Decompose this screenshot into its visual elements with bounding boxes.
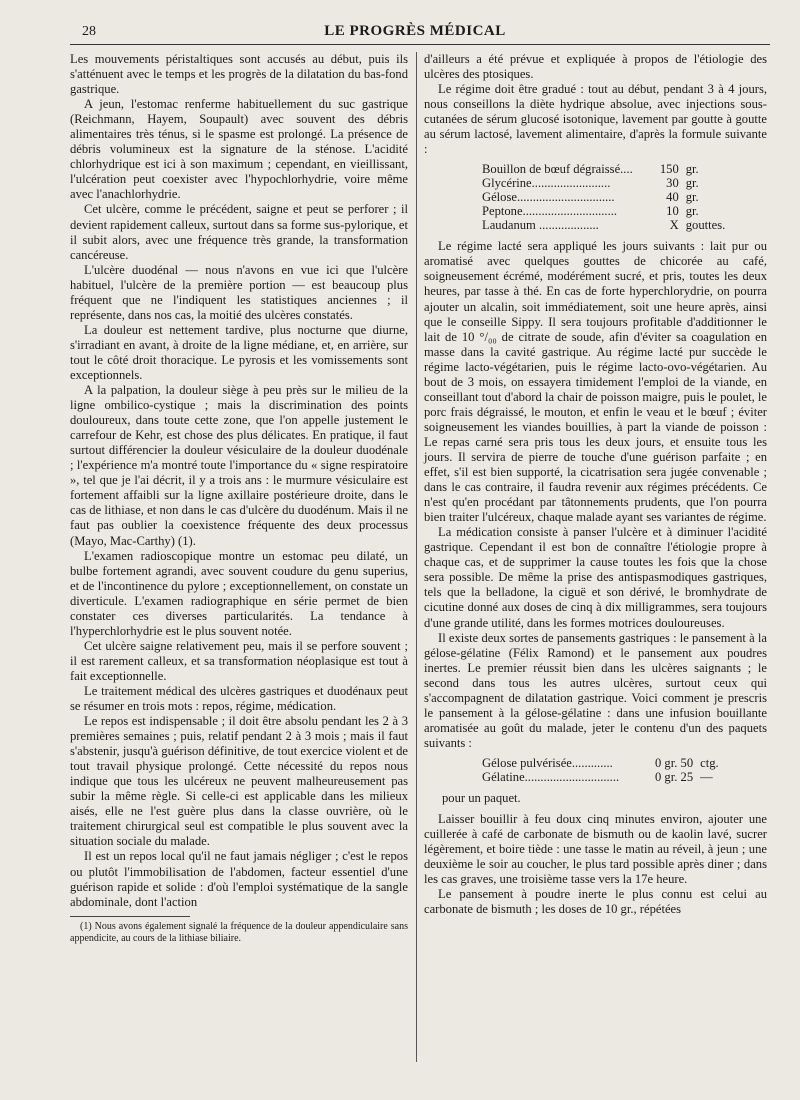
- ingredient-quantity: 150: [659, 162, 679, 177]
- paragraph: Cet ulcère, comme le précédent, saigne et peut se perforer ; il devient rapidement calleux, surtout dans sa forme sus-pylorique, et il subit alors, avec une fréquence très grande, la transformation cancéreuse.: [70, 202, 408, 262]
- paragraph: La médication consiste à panser l'ulcère et à diminuer l'acidité gastrique. Cependant il est bon de connaître l'étiologie propre à chaque cas, et de supprimer la cause toutes les fois que la chose sera possible. De même la prise des antispasmodiques gastriques, tels que la belladone, la ciguë et son dérivé, le bromhydrate de cicutine donné aux doses de cinq à dix milligrammes, sera toujours d'une grande utilité, dans les formes motrices douloureuses.: [424, 525, 767, 630]
- ingredient-quantity: 10: [666, 204, 679, 219]
- paragraph: Le traitement médical des ulcères gastriques et duodénaux peut se résumer en trois mots : repos, régime, médication.: [70, 683, 408, 714]
- formula-row: [482, 162, 729, 176]
- formula-row: [482, 756, 723, 770]
- paragraph: Cet ulcère saigne relativement peu, mais il se perfore souvent ; il est rarement calleux, et sa transformation néoplasique est tout à fait exceptionnelle.: [70, 638, 408, 683]
- page-header: [70, 22, 760, 44]
- ingredient-quantity: 30: [666, 176, 679, 191]
- enema-formula-table: [482, 162, 729, 232]
- ingredient-name: Laudanum ...................: [482, 218, 599, 233]
- journal-title: LE PROGRÈS MÉDICAL: [324, 23, 506, 39]
- ingredient-name: Peptone..............................: [482, 204, 618, 219]
- paragraph: A la palpation, la douleur siège à peu près sur le milieu de la ligne ombilico-cystique ; mais la discrimination des points douloureux, dans toute cette zone, que l'on appelle justement le carrefour de Kehr, est chose des plus délicates. En pratique, il faut surtout différencier la douleur vésiculaire de la douleur duodénale ; l'expérience m'a montré toute l'importance du « signe respiratoire », tel que je l'ai décrit, il y a trois ans : le murmure vésiculaire est fortement affaibli sur la ligne axillaire postérieure droite, dans le cas de lithiase, et non dans le cas d'ulcère du duodénum. Mais il ne faut pas oublier la coexistence fréquente des deux processus (Mayo, Mac-Carthy) (1).: [70, 383, 408, 548]
- paragraph: Le régime doit être gradué : tout au début, pendant 3 à 4 jours, nous conseillons la diète hydrique absolue, avec injections sous-cutanées de sérum glucosé isotonique, lavement par goutte à goutte au sérum lactosé, lavement alimentaire, d'après la formule suivante :: [424, 82, 767, 157]
- dressing-formula-table: [482, 756, 723, 784]
- paragraph: L'examen radioscopique montre un estomac peu dilaté, un bulbe fortement agrandi, avec souvent coudure du genu superius, et de l'incontinence du pylore ; exceptionnellement, on constate un diverticule. L'examen radiographique en série permet de bien constater ces diverses particularités. La tendance à l'hyperchlorhydrie est le plus souvent notée.: [70, 548, 408, 638]
- header-rule: [70, 44, 770, 45]
- left-column: [70, 52, 408, 945]
- ingredient-quantity: 0 gr. 50: [654, 755, 694, 770]
- formula-row: [482, 176, 729, 190]
- ingredient-unit: —: [700, 769, 713, 784]
- page-number: 28: [82, 24, 96, 39]
- ingredient-name: Gélose...............................: [482, 190, 615, 205]
- paragraph: L'ulcère duodénal — nous n'avons en vue ici que l'ulcère habituel, l'ulcère de la première portion — est beaucoup plus fréquent que ne l'indiquent les statistiques anciennes ; il représente, dans nos cas, la moitié des ulcères constatés.: [70, 262, 408, 322]
- ingredient-unit: gr.: [685, 176, 699, 191]
- formula-caption: pour un paquet.: [442, 790, 521, 805]
- formula-row: [482, 218, 729, 232]
- ingredient-name: Gélatine..............................: [482, 769, 620, 784]
- paragraph: Le repos est indispensable ; il doit être absolu pendant les 2 à 3 premières semaines ; puis, relatif pendant 2 à 3 mois ; mais il faut s'abstenir, jusqu'à guérison définitive, de tout exercice violent et de tout travail physique prolongé. Cette nécessité du repos nous indique que tous les ulcéreux ne peuvent malheureusement pas subir la même règle. Si celle-ci est applicable dans les milieux aisés, elle ne l'est guère plus dans la classe ouvrière, où le traitement chirurgical seul est compatible le plus souvent avec la situation sociale du malade.: [70, 714, 408, 849]
- formula-row: [482, 204, 729, 218]
- paragraph: Il est un repos local qu'il ne faut jamais négliger ; c'est le repos ou plutôt l'immobilisation de l'abdomen, facteur essentiel d'une guérison rapide et solide : d'où l'emploi systématique de la sangle abdominale, dont l'action: [70, 849, 408, 909]
- paragraph: La douleur est nettement tardive, plus nocturne que diurne, s'irradiant en avant, à droite de la ligne médiane, et, en arrière, sur tout le côté droit thoracique. Le pyrosis et les vomissements sont exceptionnels.: [70, 322, 408, 382]
- paragraph: A jeun, l'estomac renferme habituellement du suc gastrique (Reichmann, Hayem, Soupault) avec souvent des débris alimentaires très ténus, si le spasme est prolongé. La présence de débris volumineux est la signature de la sténose. L'acidité chlorhydrique est ici à son maximum ; cependant, en vieillissant, l'ulcération peut coexister avec l'hypochlorhydrie, voire même avec l'anachlorhydrie.: [70, 97, 408, 202]
- ingredient-quantity: 0 gr. 25: [654, 769, 694, 784]
- paragraph: Le régime lacté sera appliqué les jours suivants : lait pur ou aromatisé avec quelques gouttes de chicorée au café, soigneusement écrémé, modérément sucré, et pris, toutes les deux heures, par tasse à thé. En cas de forte hyperchlorydrie, on pourra ajouter un alcalin, soit immédiatement, soit une heure après, ainsi que le conseille Sippy. Il sera toujours profitable d'additionner le lait de 10 °/₀₀ de citrate de soude, afin d'éviter sa coagulation en masse dans la cavité gastrique. Au régime lacté pur succède le régime lacto-végétarien, puis le régime lacto-ovo-végétarien. Au bout de 3 mois, on essayera timidement l'emploi de la viande, en conseillant tout d'abord la chair de poisson maigre, puis le poulet, le porc frais dégraissé, le mouton, et enfin le veau et le bœuf ; éviter soigneusement les viandes bouillies, à part la viande de poisson : Le repas carné sera pris tous les deux jours, et ensuite tous les jours. Il servira de pierre de touche d'une guérison parfaite ; en effet, s'il est bien supporté, la cicatrisation sera jugée convenable ; dans le cas contraire, il faudra revenir aux régimes précédents. Ce n'est qu'en procédant par tâtonnements prudents, que l'on pourra bien traiter l'ulcéreux, chaque malade ayant ses variantes de régime.: [424, 239, 767, 525]
- paragraph: Les mouvements péristaltiques sont accusés au début, puis ils s'atténuent avec le temps et les progrès de la dilatation du bas-fond gastrique.: [70, 52, 408, 97]
- ingredient-unit: ctg.: [700, 755, 719, 770]
- ingredient-unit: gr.: [685, 162, 699, 177]
- ingredient-quantity: X: [669, 218, 679, 233]
- ingredient-unit: gr.: [685, 190, 699, 205]
- paragraph: Il existe deux sortes de pansements gastriques : le pansement à la gélose-gélatine (Félix Ramond) et le pansement aux poudres inertes. Le premier réussit bien dans les ulcères saignants ; le second dans tous les autres ulcères, surtout ceux qui s'accompagnent de dilatation gastrique. Voici comment je prescris le pansement à la gélose-gélatine : dans une infusion bouillante aromatisée au goût du malade, jeter le contenu d'un des paquets suivants :: [424, 630, 767, 750]
- footnote: (1) Nous avons également signalé la fréquence de la douleur appendiculaire sans appendicite, au cours de la lithiase biliaire.: [70, 920, 408, 944]
- ingredient-quantity: 40: [666, 190, 679, 205]
- ingredient-name: Glycérine.........................: [482, 176, 611, 191]
- paragraph: Laisser bouillir à feu doux cinq minutes environ, ajouter une cuillerée à café de carbonate de bismuth ou de kaolin lavé, sucrer légèrement, et boire tiède : une tasse le matin au réveil, à jeun ; une deuxième le soir au coucher, le plus tard possible après diner ; dans les cas graves, une troisième tasse vers la 17e heure.: [424, 811, 767, 887]
- ingredient-name: Gélose pulvérisée.............: [482, 755, 613, 770]
- paragraph: Le pansement à poudre inerte le plus connu est celui au carbonate de bismuth ; les doses de 10 gr., répétées: [424, 887, 767, 917]
- column-divider: [416, 52, 417, 1062]
- formula-row: [482, 190, 729, 204]
- footnote-rule: [70, 916, 190, 917]
- ingredient-name: Bouillon de bœuf dégraissé....: [482, 162, 633, 177]
- right-column: [424, 52, 767, 917]
- ingredient-unit: gouttes.: [685, 218, 726, 233]
- formula-row: [482, 770, 723, 784]
- ingredient-unit: gr.: [685, 204, 699, 219]
- paragraph: d'ailleurs a été prévue et expliquée à propos de l'étiologie des ulcères des ptosiques.: [424, 52, 767, 82]
